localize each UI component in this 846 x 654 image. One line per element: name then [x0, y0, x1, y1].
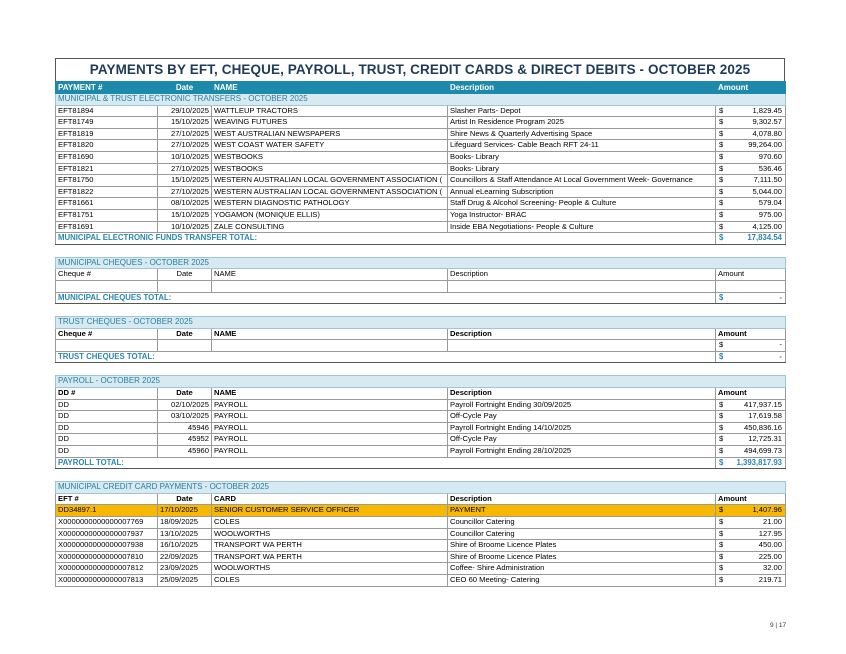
- table-row: [56, 198, 786, 210]
- row-date: 10/10/2025: [158, 221, 212, 233]
- row-name: PAYROLL: [212, 399, 448, 411]
- row-amount: $ 450,836.16: [716, 422, 786, 434]
- row-id: EFT81819: [56, 128, 158, 140]
- row-name: WESTBOOKS: [212, 151, 448, 163]
- table-row: [56, 399, 786, 411]
- row-description: Off-Cycle Pay: [448, 411, 716, 423]
- row-amount: $ 970.60: [716, 151, 786, 163]
- table-row: [56, 528, 786, 540]
- row-name: PAYROLL: [212, 446, 448, 458]
- credit-section-label: MUNICIPAL CREDIT CARD PAYMENTS - OCTOBER 2025: [56, 482, 786, 494]
- table-row: [56, 117, 786, 129]
- row-amount: $ 9,302.57: [716, 117, 786, 129]
- table-row: [56, 434, 786, 446]
- row-date: 08/10/2025: [158, 198, 212, 210]
- row-amount: $ 5,044.00: [716, 186, 786, 198]
- table-row: [56, 446, 786, 458]
- table-row: [56, 540, 786, 552]
- row-description: CEO 60 Meeting- Catering: [448, 574, 716, 586]
- row-amount: $ 32.00: [716, 563, 786, 575]
- trust-col-date: Date: [158, 328, 212, 340]
- eft-total-row: [56, 233, 786, 245]
- trust-col-name: NAME: [212, 328, 448, 340]
- col-header-name: NAME: [212, 82, 448, 94]
- row-id: EFT81691: [56, 221, 158, 233]
- table-row: [56, 221, 786, 233]
- row-id: X0000000000000007938: [56, 540, 158, 552]
- row-amount: $ 975.00: [716, 209, 786, 221]
- col-header-description: Description: [448, 82, 716, 94]
- row-description: Councillors & Staff Attendance At Local Government Week- Governance: [448, 175, 716, 187]
- row-id: DD: [56, 411, 158, 423]
- row-amount: $ 12,725.31: [716, 434, 786, 446]
- cheques-col-date: Date: [158, 269, 212, 281]
- row-id: EFT81821: [56, 163, 158, 175]
- credit-col-amount: Amount: [716, 493, 786, 505]
- table-row: [56, 422, 786, 434]
- table-row: [56, 411, 786, 423]
- payroll-col-name: NAME: [212, 388, 448, 400]
- trust-total-row: [56, 351, 786, 363]
- cheques-col-description: Description: [448, 269, 716, 281]
- row-description: Annual eLearning Subscription: [448, 186, 716, 198]
- row-description: Slasher Parts- Depot: [448, 105, 716, 117]
- credit-header-row: [56, 493, 786, 505]
- row-name: ZALE CONSULTING: [212, 221, 448, 233]
- row-amount: $ 4,078.80: [716, 128, 786, 140]
- payroll-col-date: Date: [158, 388, 212, 400]
- trust-row-amount: $ -: [716, 340, 786, 352]
- cheques-col-number: Cheque #: [56, 269, 158, 281]
- credit-col-number: EFT #: [56, 493, 158, 505]
- row-name: TRANSPORT WA PERTH: [212, 551, 448, 563]
- row-name: WEAVING FUTURES: [212, 117, 448, 129]
- table-row: [56, 186, 786, 198]
- row-name: PAYROLL: [212, 434, 448, 446]
- cheques-section-label: MUNICIPAL CHEQUES - OCTOBER 2025: [56, 257, 786, 269]
- row-name: WOOLWORTHS: [212, 528, 448, 540]
- row-id: EFT81751: [56, 209, 158, 221]
- row-date: 27/10/2025: [158, 140, 212, 152]
- credit-rows: [56, 505, 786, 586]
- payroll-col-number: DD #: [56, 388, 158, 400]
- payroll-col-amount: Amount: [716, 388, 786, 400]
- row-name: WEST COAST WATER SAFETY: [212, 140, 448, 152]
- row-description: Councillor Catering: [448, 517, 716, 529]
- row-date: 13/10/2025: [158, 528, 212, 540]
- row-date: 45946: [158, 422, 212, 434]
- table-row: [56, 128, 786, 140]
- eft-total-amount: $ 17,834.54: [716, 233, 786, 245]
- row-amount: $ 225.00: [716, 551, 786, 563]
- col-header-date: Date: [158, 82, 212, 94]
- row-amount: $ 7,111.50: [716, 175, 786, 187]
- trust-total-label: TRUST CHEQUES TOTAL:: [56, 351, 716, 363]
- eft-table: [55, 81, 786, 245]
- row-description: Off-Cycle Pay: [448, 434, 716, 446]
- row-name: WESTERN AUSTRALIAN LOCAL GOVERNMENT ASSOCIATION (: [212, 186, 448, 198]
- row-name: COLES: [212, 517, 448, 529]
- row-description: Yoga Instructor- BRAC: [448, 209, 716, 221]
- credit-col-description: Description: [448, 493, 716, 505]
- cheques-total-label: MUNICIPAL CHEQUES TOTAL:: [56, 292, 716, 304]
- row-description: Lifeguard Services- Cable Beach RFT 24-11: [448, 140, 716, 152]
- row-amount: $ 21.00: [716, 517, 786, 529]
- row-description: Books- Library: [448, 163, 716, 175]
- row-id: X0000000000000007813: [56, 574, 158, 586]
- eft-rows: [56, 105, 786, 233]
- row-amount: $ 219.71: [716, 574, 786, 586]
- credit-col-card: CARD: [212, 493, 448, 505]
- row-date: 45952: [158, 434, 212, 446]
- row-id: DD: [56, 399, 158, 411]
- row-amount: $ 1,407.96: [716, 505, 786, 517]
- payroll-header-row: [56, 388, 786, 400]
- row-date: 23/09/2025: [158, 563, 212, 575]
- row-date: 27/10/2025: [158, 186, 212, 198]
- row-amount: $ 450.00: [716, 540, 786, 552]
- row-description: Artist In Residence Program 2025: [448, 117, 716, 129]
- row-date: 10/10/2025: [158, 151, 212, 163]
- row-id: X0000000000000007810: [56, 551, 158, 563]
- row-date: 27/10/2025: [158, 128, 212, 140]
- row-amount: $ 17,619.58: [716, 411, 786, 423]
- row-id: EFT81750: [56, 175, 158, 187]
- table-row: [56, 517, 786, 529]
- payroll-table: [55, 375, 786, 469]
- col-header-amount: Amount: [716, 82, 786, 94]
- row-name: PAYROLL: [212, 422, 448, 434]
- row-id: EFT81661: [56, 198, 158, 210]
- row-amount: $ 417,937.15: [716, 399, 786, 411]
- row-name: WESTERN DIAGNOSTIC PATHOLOGY: [212, 198, 448, 210]
- payroll-section-row: [56, 376, 786, 388]
- table-row: [56, 140, 786, 152]
- col-header-payment: PAYMENT #: [56, 82, 158, 94]
- row-id: X0000000000000007937: [56, 528, 158, 540]
- row-id: EFT81690: [56, 151, 158, 163]
- page-number: 9 | 17: [770, 622, 787, 629]
- table-row: [56, 551, 786, 563]
- row-id: DD: [56, 446, 158, 458]
- row-name: WESTBOOKS: [212, 163, 448, 175]
- trust-section-row: [56, 317, 786, 329]
- table-row: [56, 163, 786, 175]
- cheques-empty-row: [56, 280, 786, 292]
- table-row: [56, 105, 786, 117]
- table-row: [56, 151, 786, 163]
- row-name: TRANSPORT WA PERTH: [212, 540, 448, 552]
- row-date: 17/10/2025: [158, 505, 212, 517]
- eft-total-label: MUNICIPAL ELECTRONIC FUNDS TRANSFER TOTAL:: [56, 233, 716, 245]
- row-id: DD: [56, 434, 158, 446]
- row-id: EFT81749: [56, 117, 158, 129]
- row-date: 15/10/2025: [158, 175, 212, 187]
- table-row: [56, 209, 786, 221]
- row-date: 16/10/2025: [158, 540, 212, 552]
- payroll-section-label: PAYROLL - OCTOBER 2025: [56, 376, 786, 388]
- trust-col-number: Cheque #: [56, 328, 158, 340]
- eft-section-row: [56, 94, 786, 106]
- trust-empty-row: [56, 340, 786, 352]
- row-name: YOGAMON (MONIQUE ELLIS): [212, 209, 448, 221]
- row-name: WEST AUSTRALIAN NEWSPAPERS: [212, 128, 448, 140]
- row-date: 27/10/2025: [158, 163, 212, 175]
- cheques-col-amount: Amount: [716, 269, 786, 281]
- row-date: 25/09/2025: [158, 574, 212, 586]
- row-amount: $ 4,125.00: [716, 221, 786, 233]
- row-id: X0000000000000007769: [56, 517, 158, 529]
- credit-col-date: Date: [158, 493, 212, 505]
- row-amount: $ 1,829.45: [716, 105, 786, 117]
- row-amount: $ 494,699.73: [716, 446, 786, 458]
- row-date: 03/10/2025: [158, 411, 212, 423]
- payroll-total-amount: $ 1,393,817.93: [716, 457, 786, 469]
- row-description: Books- Library: [448, 151, 716, 163]
- cheques-total-row: [56, 292, 786, 304]
- row-description: Shire of Broome Licence Plates: [448, 540, 716, 552]
- row-description: Payroll Fortnight Ending 28/10/2025: [448, 446, 716, 458]
- row-date: 02/10/2025: [158, 399, 212, 411]
- row-amount: $ 99,264.00: [716, 140, 786, 152]
- row-name: SENIOR CUSTOMER SERVICE OFFICER: [212, 505, 448, 517]
- table-row: [56, 574, 786, 586]
- cheques-header-row: [56, 269, 786, 281]
- row-description: Shire of Broome Licence Plates: [448, 551, 716, 563]
- trust-section-label: TRUST CHEQUES - OCTOBER 2025: [56, 317, 786, 329]
- row-description: Coffee- Shire Administration: [448, 563, 716, 575]
- table-row: [56, 175, 786, 187]
- credit-section-row: [56, 482, 786, 494]
- municipal-cheques-table: [55, 257, 786, 304]
- payments-sheet: [55, 58, 785, 587]
- table-row: [56, 505, 786, 517]
- trust-col-description: Description: [448, 328, 716, 340]
- page-title: PAYMENTS BY EFT, CHEQUE, PAYROLL, TRUST, CREDIT CARDS & DIRECT DEBITS - OCTOBER 2025: [55, 58, 785, 81]
- row-id: EFT81820: [56, 140, 158, 152]
- row-description: Payroll Fortnight Ending 30/09/2025: [448, 399, 716, 411]
- cheques-col-name: NAME: [212, 269, 448, 281]
- row-name: COLES: [212, 574, 448, 586]
- row-id: EFT81822: [56, 186, 158, 198]
- row-name: WOOLWORTHS: [212, 563, 448, 575]
- row-name: WESTERN AUSTRALIAN LOCAL GOVERNMENT ASSOCIATION (: [212, 175, 448, 187]
- row-amount: $ 579.04: [716, 198, 786, 210]
- trust-total-amount: $ -: [716, 351, 786, 363]
- row-description: Councillor Catering: [448, 528, 716, 540]
- cheques-section-row: [56, 257, 786, 269]
- payroll-rows: [56, 399, 786, 457]
- table-row: [56, 563, 786, 575]
- row-description: Shire News & Quarterly Advertising Space: [448, 128, 716, 140]
- eft-section-label: MUNICIPAL & TRUST ELECTRONIC TRANSFERS - OCTOBER 2025: [56, 94, 786, 106]
- credit-card-table: [55, 481, 786, 586]
- row-date: 45960: [158, 446, 212, 458]
- row-description: Inside EBA Negotiations- People & Culture: [448, 221, 716, 233]
- row-amount: $ 536.46: [716, 163, 786, 175]
- row-name: PAYROLL: [212, 411, 448, 423]
- row-date: 29/10/2025: [158, 105, 212, 117]
- eft-header-row: [56, 82, 786, 94]
- trust-col-amount: Amount: [716, 328, 786, 340]
- row-description: Payroll Fortnight Ending 14/10/2025: [448, 422, 716, 434]
- row-date: 18/09/2025: [158, 517, 212, 529]
- cheques-total-amount: $ -: [716, 292, 786, 304]
- row-date: 15/10/2025: [158, 117, 212, 129]
- row-amount: $ 127.95: [716, 528, 786, 540]
- row-id: EFT81894: [56, 105, 158, 117]
- trust-header-row: [56, 328, 786, 340]
- row-date: 15/10/2025: [158, 209, 212, 221]
- payroll-total-label: PAYROLL TOTAL:: [56, 457, 716, 469]
- row-id: DD34897.1: [56, 505, 158, 517]
- payroll-col-description: Description: [448, 388, 716, 400]
- trust-cheques-table: [55, 316, 786, 363]
- payroll-total-row: [56, 457, 786, 469]
- row-name: WATTLEUP TRACTORS: [212, 105, 448, 117]
- row-date: 22/09/2025: [158, 551, 212, 563]
- row-id: DD: [56, 422, 158, 434]
- row-description: PAYMENT: [448, 505, 716, 517]
- row-description: Staff Drug & Alcohol Screening- People & Culture: [448, 198, 716, 210]
- row-id: X0000000000000007812: [56, 563, 158, 575]
